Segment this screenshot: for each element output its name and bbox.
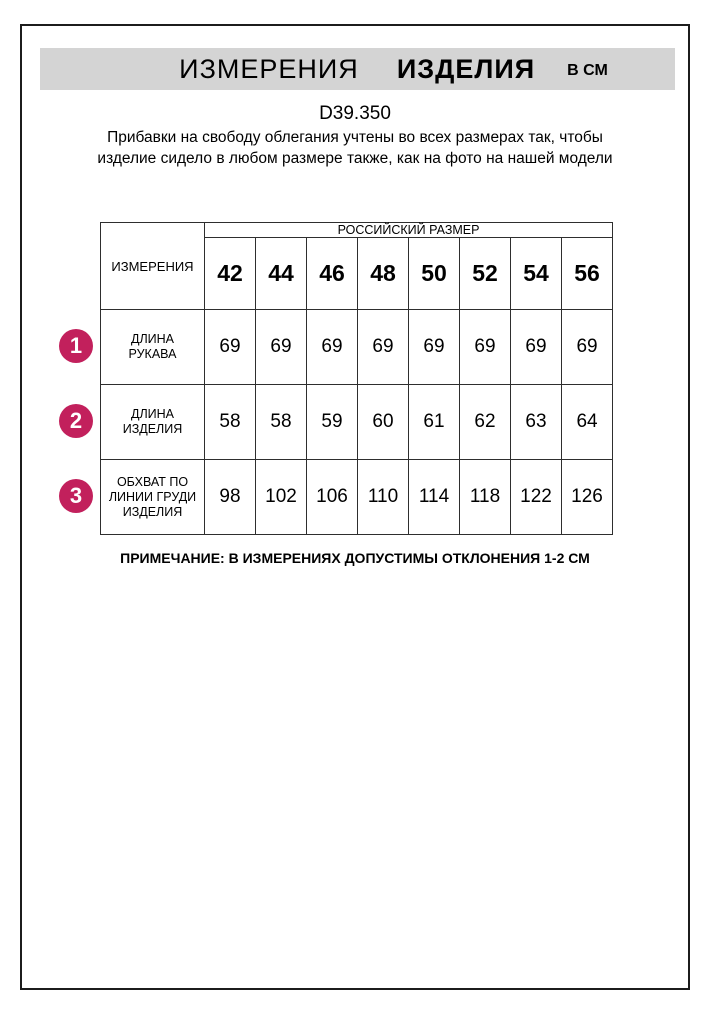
measurement-value: 58 bbox=[205, 385, 256, 460]
document-page bbox=[20, 24, 690, 990]
page-title-unit: В СМ bbox=[567, 62, 608, 79]
row-label: ОБХВАТ ПО ЛИНИИ ГРУДИ ИЗДЕЛИЯ bbox=[101, 460, 205, 535]
measurement-value: 118 bbox=[460, 460, 511, 535]
measurement-value: 69 bbox=[307, 310, 358, 385]
page-title-measurements: ИЗМЕРЕНИЯ bbox=[179, 53, 359, 84]
measurements-header-cell: ИЗМЕРЕНИЯ bbox=[101, 223, 205, 310]
measurement-value: 59 bbox=[307, 385, 358, 460]
measurement-value: 69 bbox=[562, 310, 613, 385]
measurement-value: 69 bbox=[256, 310, 307, 385]
size-header-cell: 54 bbox=[511, 238, 562, 310]
measurement-value: 126 bbox=[562, 460, 613, 535]
tolerance-note: ПРИМЕЧАНИЕ: В ИЗМЕРЕНИЯХ ДОПУСТИМЫ ОТКЛОНЕНИЯ 1-2 СМ bbox=[120, 550, 590, 566]
table-row-item-length bbox=[101, 385, 613, 460]
measurement-value: 114 bbox=[409, 460, 460, 535]
table-row-group-header bbox=[101, 223, 613, 238]
fit-description: Прибавки на свободу облегания учтены во всех размерах так, чтобы изделие сидело в любом размере также, как на фото на нашей модели bbox=[97, 129, 613, 167]
size-table-wrapper bbox=[69, 222, 613, 535]
measurement-value: 69 bbox=[460, 310, 511, 385]
model-code: D39.350 bbox=[319, 103, 391, 124]
size-header-cell: 56 bbox=[562, 238, 613, 310]
size-header-cell: 46 bbox=[307, 238, 358, 310]
size-table bbox=[100, 222, 613, 535]
size-header-cell: 52 bbox=[460, 238, 511, 310]
page-title-product: ИЗДЕЛИЯ bbox=[396, 53, 536, 84]
measurement-value: 98 bbox=[205, 460, 256, 535]
title-band bbox=[40, 48, 675, 90]
measurement-value: 122 bbox=[511, 460, 562, 535]
measurement-value: 64 bbox=[562, 385, 613, 460]
size-header-cell: 48 bbox=[358, 238, 409, 310]
measurement-value: 58 bbox=[256, 385, 307, 460]
row-marker-1: 1 bbox=[59, 329, 93, 363]
measurement-value: 62 bbox=[460, 385, 511, 460]
measurement-value: 60 bbox=[358, 385, 409, 460]
measurement-value: 106 bbox=[307, 460, 358, 535]
size-group-header-cell: РОССИЙСКИЙ РАЗМЕР bbox=[205, 223, 613, 238]
measurement-value: 69 bbox=[205, 310, 256, 385]
size-header-cell: 42 bbox=[205, 238, 256, 310]
measurement-value: 69 bbox=[358, 310, 409, 385]
measurement-value: 102 bbox=[256, 460, 307, 535]
measurement-value: 69 bbox=[409, 310, 460, 385]
measurement-value: 61 bbox=[409, 385, 460, 460]
row-label: ДЛИНА РУКАВА bbox=[101, 310, 205, 385]
table-row-sleeve-length bbox=[101, 310, 613, 385]
row-marker-3: 3 bbox=[59, 479, 93, 513]
size-header-cell: 44 bbox=[256, 238, 307, 310]
row-label: ДЛИНА ИЗДЕЛИЯ bbox=[101, 385, 205, 460]
measurement-value: 69 bbox=[511, 310, 562, 385]
measurement-value: 110 bbox=[358, 460, 409, 535]
size-header-cell: 50 bbox=[409, 238, 460, 310]
measurement-value: 63 bbox=[511, 385, 562, 460]
row-marker-2: 2 bbox=[59, 404, 93, 438]
table-row-chest-girth bbox=[101, 460, 613, 535]
